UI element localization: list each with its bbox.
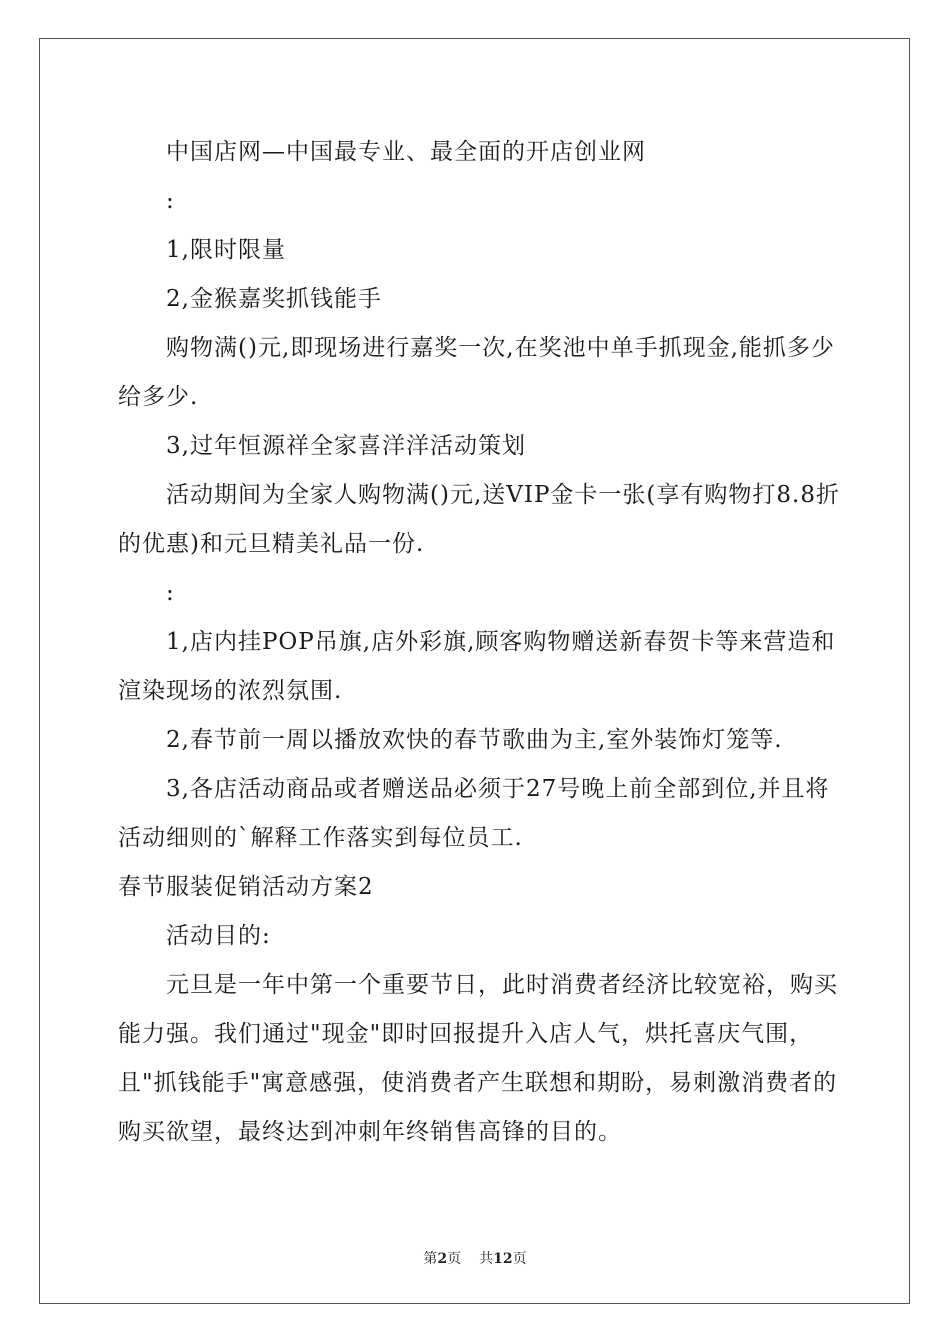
footer-total-suffix: 页: [512, 1251, 527, 1267]
paragraph-item-3: 3,过年恒源祥全家喜洋洋活动策划: [166, 433, 526, 459]
paragraph-decor-2: 2,春节前一周以播放欢快的春节歌曲为主,室外装饰灯笼等.: [166, 727, 783, 753]
paragraph-purpose-body: 元旦是一年中第一个重要节日，此时消费者经济比较宽裕，购买能力强。我们通过"现金"即时回报提升入店人气，烘托喜庆气围，且"抓钱能手"寓意感强，使消费者产生联想和期盼，易刺激消费者的购买欲望，最终达到冲刺年终销售高锋的目的。: [118, 972, 838, 1145]
footer-page-suffix: 页: [447, 1251, 462, 1267]
paragraph-item-1: 1,限时限量: [166, 237, 286, 263]
footer-page-total: 12: [493, 1251, 513, 1267]
footer-page-prefix: 第: [423, 1251, 438, 1267]
section-heading: 春节服装促销活动方案2: [118, 874, 374, 900]
paragraph-colon-2: :: [166, 580, 175, 606]
footer-page-current: 2: [437, 1251, 448, 1267]
paragraph-decor-3: 3,各店活动商品或者赠送品必须于27号晚上前全部到位,并且将活动细则的`解释工作落实到每位员工.: [118, 776, 830, 851]
paragraph-item-2: 2,金猴嘉奖抓钱能手: [166, 286, 382, 312]
paragraph-item-3-detail: 活动期间为全家人购物满()元,送VIP金卡一张(享有购物打8.8折的优惠)和元旦精美礼品一份.: [118, 482, 840, 557]
paragraph-item-2-detail: 购物满()元,即现场进行嘉奖一次,在奖池中单手抓现金,能抓多少给多少.: [118, 335, 835, 410]
paragraph-decor-1: 1,店内挂POP吊旗,店外彩旗,顾客购物赠送新春贺卡等来营造和渲染现场的浓烈氛围.: [118, 629, 836, 704]
paragraph-colon: :: [166, 188, 175, 214]
paragraph-site-title: 中国店网—中国最专业、最全面的开店创业网: [166, 139, 646, 165]
page-footer: [0, 1248, 950, 1268]
footer-total-prefix: 共: [479, 1251, 494, 1267]
paragraph-purpose-label: 活动目的:: [166, 923, 271, 949]
document-body: [118, 128, 840, 1157]
